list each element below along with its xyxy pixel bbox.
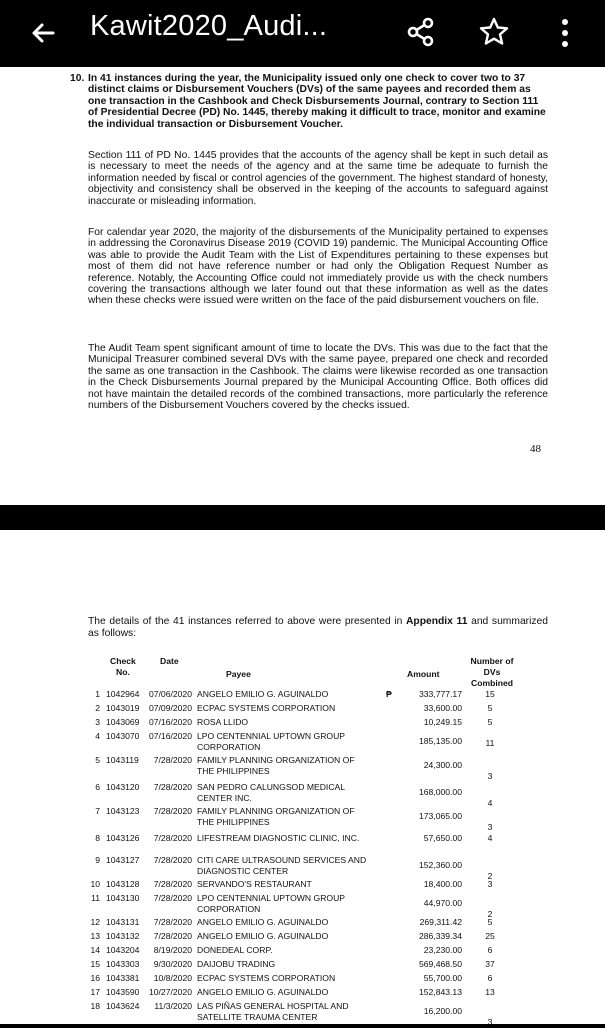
check-number: 1043123 — [106, 806, 140, 816]
amount-value: 173,065.00 — [418, 811, 462, 821]
payee-name: SAN PEDRO CALUNGSOD MEDICAL — [197, 782, 346, 792]
check-date: 10/8/2020 — [153, 973, 192, 983]
paragraph-3: The Audit Team spent significant amount of time to locate the DVs. This was due to the fact that the Municipal Treasurer combined several DVs with the same payee, prepared one check and recorded the same as one transaction in the Cashbook. The claims were likewise recorded as one transaction in the Check Disbursements Journal prepared by the Municipal Accounting Office. Both offices did not have maintain the detailed records of the combined transactions, more particularly the reference numbers of the Disbursement Vouchers covered by the checks issued. — [88, 343, 548, 412]
document-page-49 — [0, 530, 605, 1027]
star-outline-icon[interactable] — [478, 16, 510, 48]
check-date: 7/28/2020 — [153, 755, 192, 765]
document-page-48 — [0, 67, 605, 505]
row-number: 14 — [90, 945, 100, 955]
amount-value: 10,249.15 — [423, 717, 462, 727]
header-date: Date — [160, 656, 179, 666]
payee-name: THE PHILIPPINES — [197, 765, 270, 776]
payee-name: FAMILY PLANNING ORGANIZATION OF — [197, 806, 355, 816]
dvs-combined: 4 — [487, 833, 493, 843]
row-number: 9 — [95, 855, 100, 865]
payee-name: ROSA LLIDO — [197, 717, 249, 727]
check-date: 7/28/2020 — [153, 806, 192, 816]
check-date: 07/16/2020 — [148, 717, 192, 727]
row-number: 1 — [95, 689, 100, 699]
header-amount: Amount — [407, 669, 440, 679]
payee-name: DAIJOBU TRADING — [197, 959, 276, 969]
row-number: 15 — [90, 959, 100, 969]
check-date: 07/16/2020 — [148, 731, 192, 741]
check-number: 1043303 — [106, 959, 140, 969]
header-dvs-1: Number of — [470, 656, 514, 666]
share-icon[interactable] — [405, 16, 437, 48]
appendix-reference: Appendix 11 — [405, 616, 468, 627]
header-dvs-3: Combined — [470, 678, 513, 688]
amount-value: 33,600.00 — [423, 703, 462, 713]
amount-value: 18,400.00 — [423, 879, 462, 889]
check-date: 7/28/2020 — [153, 893, 192, 903]
check-number: 1043128 — [106, 879, 140, 889]
payee-name: CORPORATION — [197, 903, 261, 914]
row-number: 2 — [95, 703, 100, 713]
app-bar — [0, 0, 605, 67]
check-number: 1043131 — [106, 917, 140, 927]
amount-value: 57,650.00 — [423, 833, 462, 843]
header-no: No. — [116, 667, 130, 677]
header-dvs-2: DVs — [483, 667, 501, 677]
amount-value: 152,843.13 — [418, 987, 462, 997]
payee-name: FAMILY PLANNING ORGANIZATION OF — [197, 755, 355, 765]
payee-name: ECPAC SYSTEMS CORPORATION — [197, 703, 336, 713]
dvs-combined: 37 — [485, 959, 495, 969]
amount-value: 569,468.50 — [418, 959, 462, 969]
check-date: 7/28/2020 — [153, 782, 192, 792]
payee-name: ANGELO EMILIO G. AGUINALDO — [197, 689, 329, 699]
payee-name: ANGELO EMILIO G. AGUINALDO — [197, 931, 329, 941]
payee-name: THE PHILIPPINES — [197, 816, 270, 827]
check-number: 1043204 — [106, 945, 140, 955]
row-number: 5 — [95, 755, 100, 765]
check-number: 1043130 — [106, 893, 140, 903]
dvs-combined: 6 — [487, 973, 493, 983]
dvs-combined: 5 — [487, 717, 493, 727]
amount-value: 168,000.00 — [418, 787, 462, 797]
check-number: 1042964 — [106, 689, 140, 699]
row-number: 11 — [91, 893, 100, 903]
dvs-combined: 3 — [487, 822, 493, 832]
check-number: 1043624 — [106, 1001, 140, 1011]
header-payee: Payee — [226, 669, 251, 679]
amount-value: 44,970.00 — [423, 898, 462, 908]
check-date: 8/19/2020 — [153, 945, 192, 955]
dvs-combined: 6 — [487, 945, 493, 955]
payee-name: ANGELO EMILIO G. AGUINALDO — [197, 917, 329, 927]
row-number: 3 — [95, 717, 100, 727]
finding-number: 10. — [70, 73, 85, 84]
payee-name: DONEDEAL CORP. — [197, 945, 273, 955]
dvs-combined: 5 — [487, 703, 493, 713]
amount-value: 16,200.00 — [423, 1006, 462, 1016]
dvs-combined: 2 — [487, 871, 493, 881]
page-divider — [0, 505, 605, 530]
check-number: 1043590 — [106, 987, 140, 997]
dvs-combined: 13 — [485, 987, 495, 997]
check-date: 7/28/2020 — [153, 855, 192, 865]
payee-name: SATELLITE TRAUMA CENTER — [197, 1011, 318, 1022]
check-date: 10/27/2020 — [148, 987, 192, 997]
intro-text-start: The details of the 41 instances referred to above were presented in — [88, 616, 406, 627]
check-number: 1043069 — [106, 717, 140, 727]
row-number: 17 — [90, 987, 100, 997]
check-date: 07/06/2020 — [148, 689, 192, 699]
dvs-combined: 25 — [485, 931, 495, 941]
row-number: 8 — [95, 833, 100, 843]
payee-name: CENTER INC. — [197, 792, 252, 803]
payee-name: LPO CENTENNIAL UPTOWN GROUP — [197, 893, 346, 903]
amount-value: 185,135.00 — [418, 736, 462, 746]
dvs-combined: 11 — [485, 738, 495, 748]
check-date: 9/30/2020 — [153, 959, 192, 969]
dvs-combined: 5 — [487, 917, 493, 927]
finding-heading-text: In 41 instances during the year, the Municipality issued only one check to cover two to 37 distinct claims or Disbursement Vouchers (DVs) of the same payees and recorded them as one transaction in the Cashbook and Check Disbursements Journal, contrary to Section 111 of Presidential Decree (PD) No. 1445, thereby making it difficult to trace, monitor and examine the individual transaction or Disbursement Voucher. — [88, 73, 546, 130]
payee-name: LPO CENTENNIAL UPTOWN GROUP — [197, 731, 346, 741]
payee-name: LIFESTREAM DIAGNOSTIC CLINIC, INC. — [197, 833, 360, 843]
check-date: 7/28/2020 — [153, 879, 192, 889]
dvs-combined: 3 — [487, 771, 493, 781]
amount-value: 269,311.42 — [419, 917, 462, 927]
check-number: 1043019 — [106, 703, 140, 713]
peso-sign: ₱ — [386, 689, 392, 699]
amount-value: 286,339.34 — [418, 931, 462, 941]
row-number: 6 — [95, 782, 100, 792]
amount-value: 55,700.00 — [423, 973, 462, 983]
row-number: 10 — [90, 879, 100, 889]
more-vertical-icon[interactable] — [555, 16, 575, 50]
check-number: 1043127 — [106, 855, 140, 865]
dvs-combined: 4 — [487, 798, 493, 808]
amount-value: 333,777.17 — [418, 689, 462, 699]
row-number: 7 — [95, 806, 100, 816]
check-date: 07/09/2020 — [148, 703, 192, 713]
payee-name: ECPAC SYSTEMS CORPORATION — [197, 973, 336, 983]
amount-value: 152,360.00 — [418, 860, 462, 870]
row-number: 13 — [90, 931, 100, 941]
check-date: 7/28/2020 — [153, 833, 192, 843]
dvs-combined: 2 — [487, 909, 493, 919]
check-date: 7/28/2020 — [153, 917, 192, 927]
table-intro — [88, 616, 548, 640]
check-number: 1043119 — [106, 755, 139, 765]
page-number: 48 — [530, 443, 541, 455]
document-title: Kawit2020_Audi... — [90, 10, 328, 42]
intro-text-end: and summarized as follows: — [88, 616, 548, 639]
paragraph-2: For calendar year 2020, the majority of the disbursements of the Municipality pertained to expenses in addressing the Coronavirus Disease 2019 (COVID 19) pandemic. The Municipal Accounting Office was able to provide the Audit Team with the List of Expenditures pertaining to these expenses but most of them did not have reference number or had only the Obligation Request Number as reference. Notably, the Accounting Office could not immediately provide us with the check numbers covering the transactions although we later found out that these information as well as the dates when these checks were issued were written on the face of the paid disbursement vouchers on file. — [88, 227, 548, 307]
payee-name: ANGELO EMILIO G. AGUINALDO — [197, 987, 329, 997]
check-number: 1043126 — [106, 833, 140, 843]
back-arrow-icon[interactable] — [28, 18, 58, 48]
check-date: 11/3/2020 — [154, 1001, 192, 1011]
check-number: 1043120 — [106, 782, 140, 792]
row-number: 18 — [90, 1001, 100, 1011]
payee-name: LAS PIÑAS GENERAL HOSPITAL AND — [197, 1001, 349, 1011]
dvs-combined: 3 — [487, 1017, 493, 1027]
finding-heading — [70, 73, 548, 130]
amount-value: 23,230.00 — [423, 945, 462, 955]
payee-name: CORPORATION — [197, 741, 261, 752]
check-number: 1043381 — [106, 973, 140, 983]
payee-name: SERVANDO'S RESTAURANT — [197, 879, 312, 889]
header-check: Check — [110, 656, 136, 666]
paragraph-1: Section 111 of PD No. 1445 provides that the accounts of the agency shall be kept in such detail as is necessary to meet the needs of the agency and at the same time be adequate to furnish the information needed by fiscal or control agencies of the government. The highest standard of honesty, objectivity and consistency shall be observed in the keeping of the accounts to safeguard against inaccurate or misleading information. — [88, 150, 548, 207]
check-number: 1043132 — [106, 931, 140, 941]
payee-name: CITI CARE ULTRASOUND SERVICES AND — [197, 855, 367, 865]
payee-name: DIAGNOSTIC CENTER — [197, 865, 289, 876]
dvs-combined: 3 — [487, 879, 493, 889]
check-number: 1043070 — [106, 731, 140, 741]
row-number: 12 — [90, 917, 100, 927]
row-number: 16 — [90, 973, 100, 983]
dvs-combined: 15 — [485, 689, 495, 699]
row-number: 4 — [95, 731, 100, 741]
amount-value: 24,300.00 — [423, 760, 462, 770]
check-date: 7/28/2020 — [153, 931, 192, 941]
